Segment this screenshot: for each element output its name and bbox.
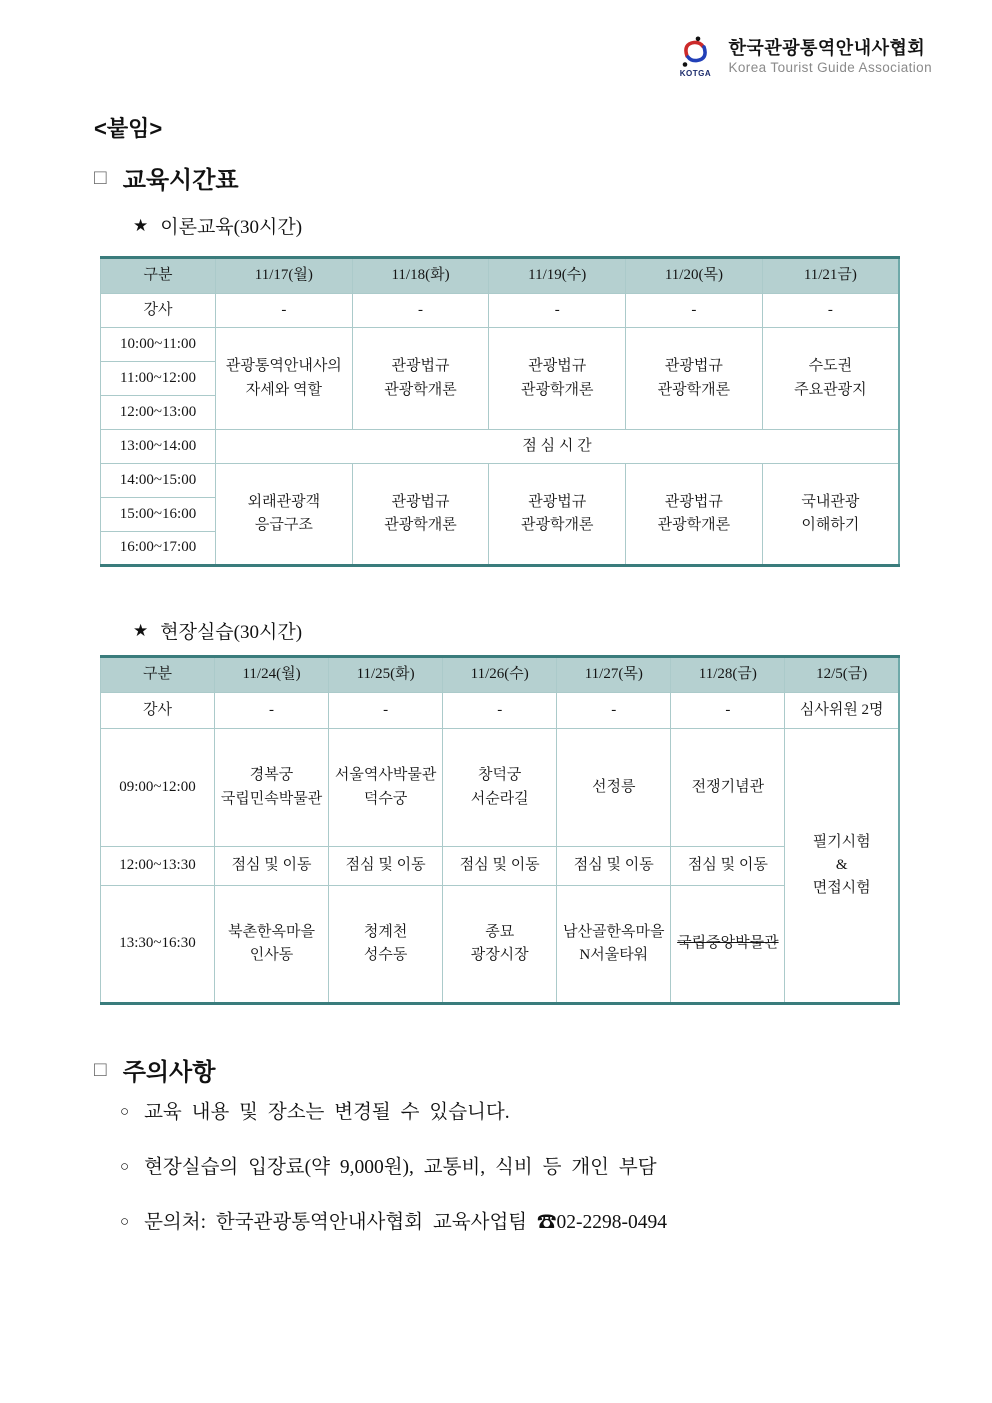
field-schedule-table [100, 655, 900, 1005]
lunch-row [101, 430, 900, 464]
instructor-cell: - [557, 693, 671, 729]
kotga-logo-text: KOTGA [679, 69, 712, 78]
subject-cell: 관광법규 관광학개론 [489, 464, 626, 566]
notice-item [120, 1098, 880, 1128]
column-header: 11/26(수) [443, 657, 557, 693]
subject-cell: 선정릉 [557, 729, 671, 847]
subject-cell: 남산골한옥마을 N서울타워 [557, 886, 671, 1004]
instructor-cell: - [352, 294, 489, 328]
time-cell: 10:00~11:00 [101, 328, 216, 362]
instructor-cell: - [762, 294, 899, 328]
subsection-theory-heading [133, 212, 302, 239]
time-cell: 16:00~17:00 [101, 532, 216, 566]
subject-cell: 북촌한옥마을 인사동 [215, 886, 329, 1004]
subject-cell: 점심 및 이동 [329, 847, 443, 886]
subject-cell: 관광법규 관광학개론 [626, 328, 763, 430]
table-header-row [101, 657, 900, 693]
subject-cell: 점심 및 이동 [557, 847, 671, 886]
table-row [101, 886, 900, 1004]
instructor-row [101, 693, 900, 729]
circle-bullet-icon: ○ [120, 1159, 130, 1176]
row-label-cell: 강사 [101, 693, 215, 729]
notice-item [120, 1208, 880, 1238]
subject-cell: 관광법규 관광학개론 [626, 464, 763, 566]
subject-cell: 점심 및 이동 [671, 847, 785, 886]
subject-cell: 청계천 성수동 [329, 886, 443, 1004]
instructor-cell: - [443, 693, 557, 729]
subject-cell: 종묘 광장시장 [443, 886, 557, 1004]
section-title-text: 주의사항 [122, 1059, 216, 1086]
subsection-title-text: 현장실습(30시간) [160, 622, 303, 643]
notice-text: 교육 내용 및 장소는 변경될 수 있습니다. [144, 1102, 510, 1123]
subject-cell: 창덕궁 서순라길 [443, 729, 557, 847]
notice-list [120, 1098, 880, 1264]
instructor-cell: - [215, 693, 329, 729]
subject-cell: 경복궁 국립민속박물관 [215, 729, 329, 847]
attachment-label: <붙임> [94, 116, 163, 141]
column-header: 11/28(금) [671, 657, 785, 693]
notice-item [120, 1153, 880, 1183]
table-row [101, 847, 900, 886]
column-header: 11/17(월) [216, 258, 353, 294]
circle-bullet-icon: ○ [120, 1104, 130, 1120]
time-cell: 09:00~12:00 [101, 729, 215, 847]
kotga-swirl-icon [677, 36, 713, 68]
table-row [101, 729, 900, 847]
kotga-logo [672, 36, 932, 78]
column-header: 12/5(금) [785, 657, 899, 693]
column-header: 구분 [101, 657, 215, 693]
star-icon: ★ [133, 620, 149, 640]
section-title-schedule [94, 160, 239, 195]
subject-cell: 외래관광객 응급구조 [216, 464, 353, 566]
instructor-cell: - [671, 693, 785, 729]
time-cell: 14:00~15:00 [101, 464, 216, 498]
time-cell: 13:30~16:30 [101, 886, 215, 1004]
square-bullet-icon: □ [94, 1058, 107, 1081]
square-bullet-icon: □ [94, 166, 107, 189]
table-row [101, 464, 900, 498]
org-name-korean: 한국관광통역안내사협회 [728, 38, 926, 59]
time-cell: 11:00~12:00 [101, 362, 216, 396]
time-cell: 12:00~13:30 [101, 847, 215, 886]
org-name-english: Korea Tourist Guide Association [728, 59, 932, 75]
subject-cell: 수도권 주요관광지 [762, 328, 899, 430]
section-title-text: 교육시간표 [122, 167, 239, 194]
column-header: 구분 [101, 258, 216, 294]
time-cell: 13:00~14:00 [101, 430, 216, 464]
column-header: 11/24(월) [215, 657, 329, 693]
subject-cell: 점심 및 이동 [443, 847, 557, 886]
column-header: 11/27(목) [557, 657, 671, 693]
column-header: 11/20(목) [626, 258, 763, 294]
star-icon: ★ [133, 215, 149, 235]
org-name-block [728, 37, 932, 76]
instructor-cell: - [489, 294, 626, 328]
instructor-cell: - [216, 294, 353, 328]
time-cell: 12:00~13:00 [101, 396, 216, 430]
theory-schedule-table [100, 256, 900, 567]
table-header-row [101, 258, 900, 294]
exam-cell: 필기시험 & 면접시험 [785, 729, 899, 1004]
subject-cell: 관광법규 관광학개론 [352, 464, 489, 566]
instructor-cell: - [626, 294, 763, 328]
table-row [101, 328, 900, 362]
kotga-logo-mark [672, 36, 718, 78]
subsection-title-text: 이론교육(30시간) [160, 217, 303, 238]
section-title-notice [94, 1052, 215, 1087]
subject-cell: 관광법규 관광학개론 [352, 328, 489, 430]
column-header: 11/21금) [762, 258, 899, 294]
lunch-cell: 점 심 시 간 [216, 430, 900, 464]
instructor-cell: - [329, 693, 443, 729]
subject-cell: 전쟁기념관 [671, 729, 785, 847]
circle-bullet-icon: ○ [120, 1214, 130, 1231]
instructor-row [101, 294, 900, 328]
instructor-cell: 심사위원 2명 [785, 693, 899, 729]
column-header: 11/25(화) [329, 657, 443, 693]
column-header: 11/18(화) [352, 258, 489, 294]
row-label-cell: 강사 [101, 294, 216, 328]
subject-cell: 관광법규 관광학개론 [489, 328, 626, 430]
subject-cell: 점심 및 이동 [215, 847, 329, 886]
notice-text: 현장실습의 입장료(약 9,000원), 교통비, 식비 등 개인 부담 [144, 1157, 657, 1179]
notice-text: 문의처: 한국관광통역안내사협회 교육사업팀 ☎02-2298-0494 [144, 1212, 667, 1234]
subsection-field-heading [133, 617, 302, 644]
time-cell: 15:00~16:00 [101, 498, 216, 532]
column-header: 11/19(수) [489, 258, 626, 294]
subject-cell: 국내관광 이해하기 [762, 464, 899, 566]
subject-cell-struck: 국립중앙박물관 [671, 886, 785, 1004]
subject-cell: 관광통역안내사의 자세와 역할 [216, 328, 353, 430]
subject-cell: 서울역사박물관 덕수궁 [329, 729, 443, 847]
